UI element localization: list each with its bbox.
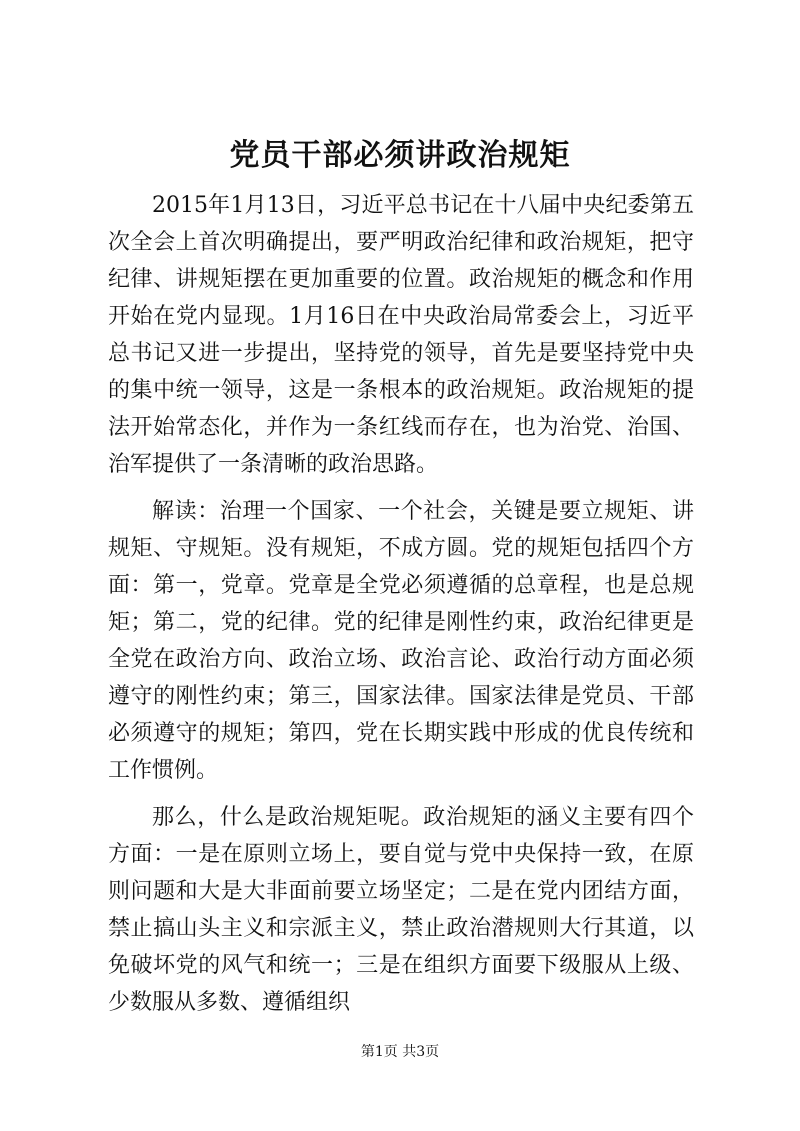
paragraph-definition: 那么，什么是政治规矩呢。政治规矩的涵义主要有四个方面：一是在原则立场上，要自觉与党中央保持一致，在原则问题和大是大非面前要立场坚定；二是在党内团结方面，禁止搞山头主义和宗派主义，禁止政治潜规则大行其道，以免破坏党的风气和统一；三是在组织方面要下级服从上级、少数服从多数、遵循组织 [108, 805, 694, 1015]
paragraph-interpretation: 解读：治理一个国家、一个社会，关键是要立规矩、讲规矩、守规矩。没有规矩，不成方圆。党的规矩包括四个方面：第一，党章。党章是全党必须遵循的总章程，也是总规矩；第二，党的纪律。党的纪律是刚性约束，政治纪律更是全党在政治方向、政治立场、政治言论、政治行动方面必须遵守的刚性约束；第三，国家法律。国家法律是党员、干部必须遵守的规矩；第四，党在长期实践中形成的优良传统和工作惯例。 [108, 499, 694, 783]
paragraph-intro: 2015年1月13日，习近平总书记在十八届中央纪委第五次全会上首次明确提出，要严明政治纪律和政治规矩，把守纪律、讲规矩摆在更加重要的位置。政治规矩的概念和作用开始在党内显现。1月16日在中央政治局常委会上，习近平总书记又进一步提出，坚持党的领导，首先是要坚持党中央的集中统一领导，这是一条根本的政治规矩。政治规矩的提法开始常态化，并作为一条红线而存在，也为治党、治国、治军提供了一条清晰的政治思路。 [108, 193, 694, 477]
document-title: 党员干部必须讲政治规矩 [229, 138, 571, 173]
page-footer: 第1页 共3页 [360, 1044, 440, 1060]
document-body [108, 187, 694, 1031]
